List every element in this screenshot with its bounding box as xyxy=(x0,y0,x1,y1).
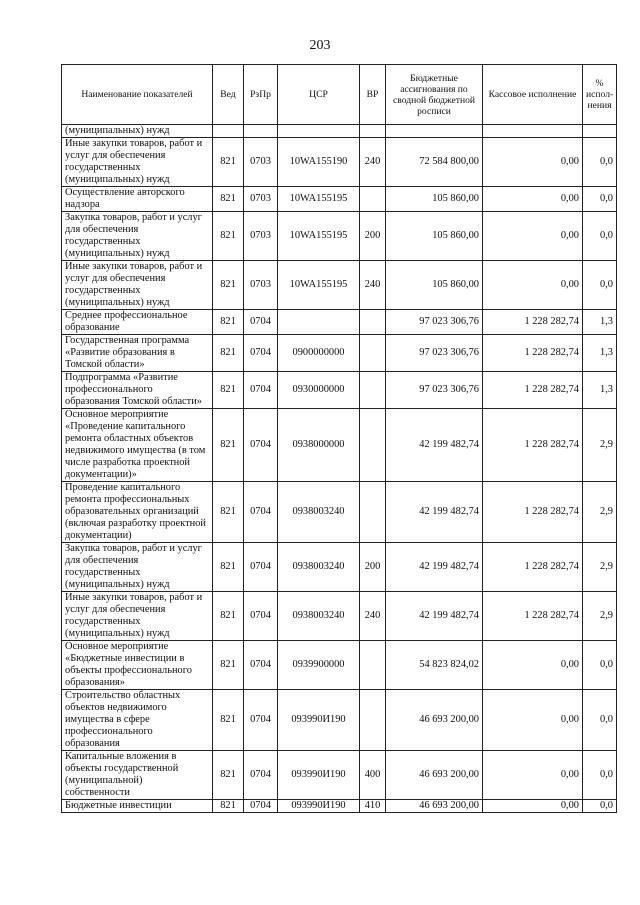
cell-cash: 0,00 xyxy=(483,261,583,310)
cell-percent: 2,9 xyxy=(583,482,617,543)
cell-budget: 97 023 306,76 xyxy=(386,310,483,335)
cell-percent: 0,0 xyxy=(583,641,617,690)
table-row xyxy=(62,751,617,800)
header-ved: Вед xyxy=(213,65,244,125)
cell-cash: 1 228 282,74 xyxy=(483,543,583,592)
cell-ved: 821 xyxy=(213,641,244,690)
cell-ved: 821 xyxy=(213,592,244,641)
cell-vr xyxy=(360,125,386,138)
table-row xyxy=(62,335,617,372)
cell-name: (муниципальных) нужд xyxy=(62,125,213,138)
cell-name: Государственная программа «Развитие образования в Томской области» xyxy=(62,335,213,372)
cell-cash: 0,00 xyxy=(483,690,583,751)
table-row xyxy=(62,372,617,409)
cell-percent: 2,9 xyxy=(583,543,617,592)
cell-name: Основное мероприятие «Проведение капитального ремонта областных объектов недвижимого имущества (в том числе разработка проектной документации)» xyxy=(62,409,213,482)
cell-cash: 0,00 xyxy=(483,641,583,690)
cell-ved: 821 xyxy=(213,482,244,543)
cell-rzpr: 0704 xyxy=(244,543,278,592)
header-csr: ЦСР xyxy=(278,65,360,125)
cell-budget: 46 693 200,00 xyxy=(386,751,483,800)
cell-budget: 46 693 200,00 xyxy=(386,800,483,813)
cell-ved: 821 xyxy=(213,335,244,372)
cell-vr: 240 xyxy=(360,592,386,641)
cell-percent: 0,0 xyxy=(583,800,617,813)
table-row xyxy=(62,125,617,138)
cell-cash: 1 228 282,74 xyxy=(483,372,583,409)
cell-vr: 400 xyxy=(360,751,386,800)
cell-percent: 0,0 xyxy=(583,751,617,800)
cell-name: Проведение капитального ремонта профессиональных образовательных организаций (включая разработку проектной документации) xyxy=(62,482,213,543)
cell-ved: 821 xyxy=(213,212,244,261)
cell-ved: 821 xyxy=(213,138,244,187)
cell-vr xyxy=(360,409,386,482)
cell-rzpr: 0703 xyxy=(244,187,278,212)
cell-vr xyxy=(360,310,386,335)
cell-rzpr: 0704 xyxy=(244,310,278,335)
table-row xyxy=(62,310,617,335)
cell-budget: 42 199 482,74 xyxy=(386,592,483,641)
cell-budget: 105 860,00 xyxy=(386,212,483,261)
cell-vr xyxy=(360,372,386,409)
cell-ved: 821 xyxy=(213,187,244,212)
cell-budget: 105 860,00 xyxy=(386,187,483,212)
cell-name: Капитальные вложения в объекты государственной (муниципальной) собственности xyxy=(62,751,213,800)
cell-cash: 1 228 282,74 xyxy=(483,310,583,335)
cell-ved: 821 xyxy=(213,543,244,592)
cell-percent: 1,3 xyxy=(583,335,617,372)
cell-rzpr: 0703 xyxy=(244,138,278,187)
cell-percent: 0,0 xyxy=(583,690,617,751)
cell-name: Осуществление авторского надзора xyxy=(62,187,213,212)
cell-vr: 240 xyxy=(360,261,386,310)
cell-rzpr: 0704 xyxy=(244,641,278,690)
table-row xyxy=(62,690,617,751)
cell-rzpr: 0704 xyxy=(244,751,278,800)
cell-percent: 1,3 xyxy=(583,310,617,335)
cell-name: Среднее профессиональное образование xyxy=(62,310,213,335)
cell-rzpr: 0704 xyxy=(244,482,278,543)
cell-rzpr: 0704 xyxy=(244,690,278,751)
cell-rzpr: 0704 xyxy=(244,800,278,813)
cell-name: Закупка товаров, работ и услуг для обеспечения государственных (муниципальных) нужд xyxy=(62,212,213,261)
table-row xyxy=(62,482,617,543)
cell-csr: 093990И190 xyxy=(278,800,360,813)
cell-percent: 2,9 xyxy=(583,409,617,482)
cell-vr xyxy=(360,690,386,751)
cell-vr xyxy=(360,641,386,690)
table-row xyxy=(62,187,617,212)
cell-ved: 821 xyxy=(213,372,244,409)
cell-budget: 72 584 800,00 xyxy=(386,138,483,187)
cell-percent: 0,0 xyxy=(583,261,617,310)
cell-csr: 10WA155195 xyxy=(278,212,360,261)
cell-budget: 42 199 482,74 xyxy=(386,409,483,482)
cell-csr: 10WA155195 xyxy=(278,187,360,212)
cell-cash: 1 228 282,74 xyxy=(483,482,583,543)
cell-name: Иные закупки товаров, работ и услуг для обеспечения государственных (муниципальных) нужд xyxy=(62,138,213,187)
cell-percent: 0,0 xyxy=(583,138,617,187)
cell-cash xyxy=(483,125,583,138)
cell-csr xyxy=(278,125,360,138)
cell-cash: 0,00 xyxy=(483,212,583,261)
cell-rzpr: 0703 xyxy=(244,212,278,261)
cell-budget: 42 199 482,74 xyxy=(386,482,483,543)
cell-ved: 821 xyxy=(213,409,244,482)
cell-percent: 0,0 xyxy=(583,212,617,261)
page-number: 203 xyxy=(309,38,331,53)
cell-csr: 10WA155190 xyxy=(278,138,360,187)
cell-vr: 200 xyxy=(360,543,386,592)
cell-csr: 0930000000 xyxy=(278,372,360,409)
cell-cash: 0,00 xyxy=(483,187,583,212)
table-row xyxy=(62,409,617,482)
cell-csr: 0938000000 xyxy=(278,409,360,482)
cell-ved xyxy=(213,125,244,138)
cell-name: Иные закупки товаров, работ и услуг для обеспечения государственных (муниципальных) нужд xyxy=(62,592,213,641)
cell-vr xyxy=(360,187,386,212)
cell-cash: 0,00 xyxy=(483,800,583,813)
cell-rzpr: 0704 xyxy=(244,409,278,482)
cell-rzpr: 0704 xyxy=(244,592,278,641)
table-row xyxy=(62,212,617,261)
cell-name: Основное мероприятие «Бюджетные инвестиции в объекты профессионального образования» xyxy=(62,641,213,690)
table-row xyxy=(62,543,617,592)
cell-ved: 821 xyxy=(213,800,244,813)
cell-rzpr xyxy=(244,125,278,138)
cell-csr: 0938003240 xyxy=(278,543,360,592)
cell-name: Закупка товаров, работ и услуг для обеспечения государственных (муниципальных) нужд xyxy=(62,543,213,592)
cell-name: Подпрограмма «Развитие профессионального образования Томской области» xyxy=(62,372,213,409)
cell-budget: 105 860,00 xyxy=(386,261,483,310)
cell-csr: 0938003240 xyxy=(278,592,360,641)
cell-vr: 410 xyxy=(360,800,386,813)
table-row xyxy=(62,138,617,187)
cell-rzpr: 0703 xyxy=(244,261,278,310)
table-row xyxy=(62,592,617,641)
cell-percent: 0,0 xyxy=(583,187,617,212)
budget-execution-table xyxy=(61,64,617,813)
cell-rzpr: 0704 xyxy=(244,372,278,409)
cell-cash: 0,00 xyxy=(483,751,583,800)
cell-percent: 2,9 xyxy=(583,592,617,641)
cell-budget: 97 023 306,76 xyxy=(386,335,483,372)
header-vr: ВР xyxy=(360,65,386,125)
header-rzpr: РзПр xyxy=(244,65,278,125)
cell-vr: 240 xyxy=(360,138,386,187)
cell-csr: 0938003240 xyxy=(278,482,360,543)
cell-csr xyxy=(278,310,360,335)
header-cash: Кассовое исполнение xyxy=(483,65,583,125)
header-name: Наименование показателей xyxy=(62,65,213,125)
cell-budget: 42 199 482,74 xyxy=(386,543,483,592)
cell-cash: 1 228 282,74 xyxy=(483,592,583,641)
cell-csr: 10WA155195 xyxy=(278,261,360,310)
cell-ved: 821 xyxy=(213,751,244,800)
cell-ved: 821 xyxy=(213,310,244,335)
cell-csr: 093990И190 xyxy=(278,751,360,800)
header-percent: % испол-нения xyxy=(583,65,617,125)
cell-percent: 1,3 xyxy=(583,372,617,409)
header-budget: Бюджетные ассигнования по сводной бюджетной росписи xyxy=(386,65,483,125)
cell-ved: 821 xyxy=(213,690,244,751)
cell-vr xyxy=(360,335,386,372)
cell-percent xyxy=(583,125,617,138)
table-header-row xyxy=(62,65,617,125)
cell-csr: 0900000000 xyxy=(278,335,360,372)
cell-csr: 0939900000 xyxy=(278,641,360,690)
cell-csr: 093990И190 xyxy=(278,690,360,751)
cell-rzpr: 0704 xyxy=(244,335,278,372)
cell-cash: 1 228 282,74 xyxy=(483,409,583,482)
cell-vr xyxy=(360,482,386,543)
cell-cash: 1 228 282,74 xyxy=(483,335,583,372)
table-row xyxy=(62,261,617,310)
cell-name: Строительство областных объектов недвижимого имущества в сфере профессионального образования xyxy=(62,690,213,751)
cell-budget xyxy=(386,125,483,138)
cell-name: Бюджетные инвестиции xyxy=(62,800,213,813)
table-row xyxy=(62,800,617,813)
cell-name: Иные закупки товаров, работ и услуг для обеспечения государственных (муниципальных) нужд xyxy=(62,261,213,310)
cell-budget: 46 693 200,00 xyxy=(386,690,483,751)
cell-budget: 97 023 306,76 xyxy=(386,372,483,409)
cell-cash: 0,00 xyxy=(483,138,583,187)
cell-budget: 54 823 824,02 xyxy=(386,641,483,690)
table-row xyxy=(62,641,617,690)
cell-vr: 200 xyxy=(360,212,386,261)
cell-ved: 821 xyxy=(213,261,244,310)
